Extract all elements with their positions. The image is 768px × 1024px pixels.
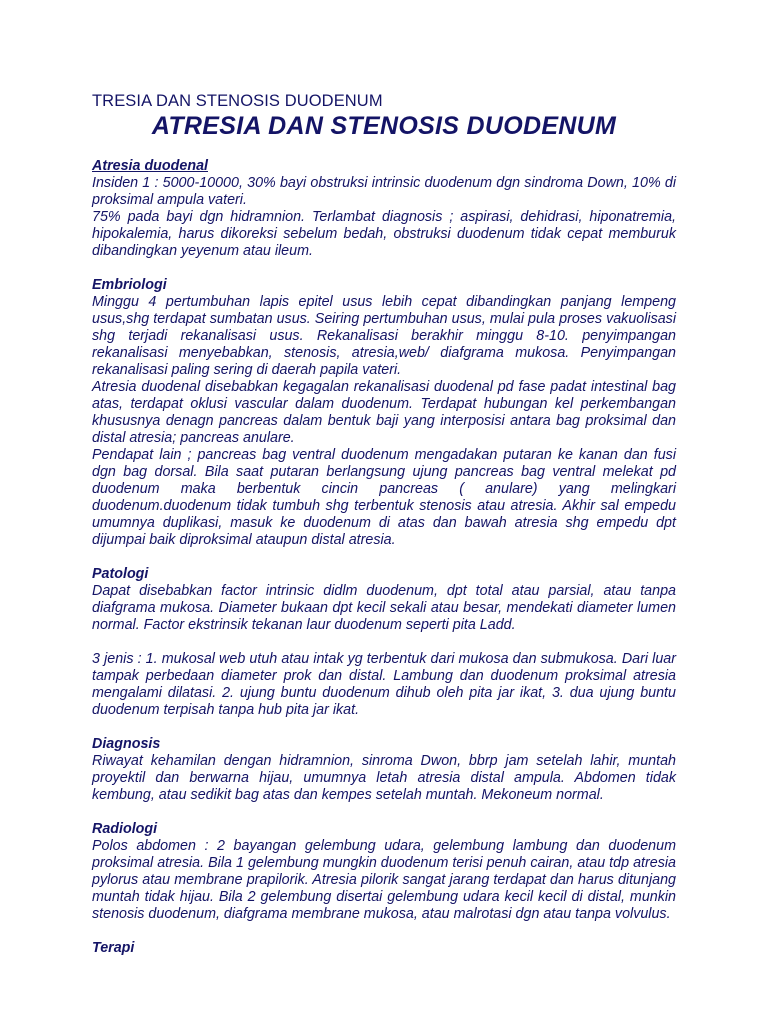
section-heading: Atresia duodenal [92,158,208,174]
section-heading: Embriologi [92,277,167,293]
paragraph: Dapat disebabkan factor intrinsic didlm duodenum, dpt total atau parsial, atau tanpa diafgrama mukosa. Diameter bukaan dpt kecil sekali atau besar, mendekati diameter lumen normal. Factor ekstrinsik tekanan laur duodenum seperti pita Ladd. [92,583,676,633]
section-diagnosis [92,736,676,804]
section-heading: Radiologi [92,821,158,837]
paragraph: Insiden 1 : 5000-10000, 30% bayi obstruksi intrinsic duodenum dgn sindroma Down, 10% di proksimal ampula vateri. [92,175,676,208]
section-atresia-duodenal [92,158,676,260]
document-body [92,158,676,974]
section-heading: Terapi [92,940,135,956]
section-radiologi [92,821,676,923]
section-embriologi [92,277,676,549]
paragraph: Riwayat kehamilan dengan hidramnion, sinroma Dwon, bbrp jam setelah lahir, muntah proyektil dan berwarna hijau, umumnya letah atresia distal ampula. Abdomen tidak kembung, atau sedikit bag atas dan kempes setelah muntah. Mekoneum normal. [92,753,676,803]
section-terapi [92,940,676,957]
page-title: ATRESIA DAN STENOSIS DUODENUM [151,112,617,140]
paragraph: Atresia duodenal disebabkan kegagalan rekanalisasi duodenal pd fase padat intestinal bag atas, terdapat oklusi vascular dalam duodenum. Terdapat hubungan kel perkembangan khususnya denagn pancreas dalam bentuk baji yang interposisi antara bag proksimal dan distal atresia; pancreas anulare. [92,379,676,446]
section-heading: Patologi [92,566,149,582]
paragraph: Polos abdomen : 2 bayangan gelembung udara, gelembung lambung dan duodenum proksimal atresia. Bila 1 gelembung mungkin duodenum terisi penuh cairan, atau tdp atresia pylorus atau membrane prapilorik. Atresia pilorik sangat jarang terdapat dan harus ditunjang muntah tidak hijau. Bila 2 gelembung disertai gelembung udara kecil kecil di distal, munkin stenosis duodenum, diafgrama membrane mukosa, atau malrotasi dgn atau tanpa volvulus. [92,838,676,922]
section-patologi [92,566,676,719]
paragraph: Pendapat lain ; pancreas bag ventral duodenum mengadakan putaran ke kanan dan fusi dgn bag dorsal. Bila saat putaran berlangsung ujung pancreas bag ventral melekat pd duodenum maka berbentuk cincin pancreas ( anulare) yang melingkari duodenum.duodenum tidak tumbuh shg terbentuk stenosis atau atresia. Akhir sal empedu umumnya duplikasi, masuk ke duodenum di atas dan bawah atresia shg empedu dpt dijumpai baik diproksimal ataupun distal atresia. [92,447,676,548]
running-header: TRESIA DAN STENOSIS DUODENUM [92,92,383,110]
section-heading: Diagnosis [92,736,161,752]
paragraph: 3 jenis : 1. mukosal web utuh atau intak yg terbentuk dari mukosa dan submukosa. Dari luar tampak perbedaan diameter prok dan distal. Lambung dan duodenum proksimal atresia mengalami dilatasi. 2. ujung buntu duodenum dihub oleh pita jar ikat, 3. dua ujung buntu duodenum terpisah tanpa hub pita jar ikat. [92,651,676,718]
paragraph: 75% pada bayi dgn hidramnion. Terlambat diagnosis ; aspirasi, dehidrasi, hiponatremia, hipokalemia, harus dikoreksi sebelum bedah, obstruksi duodenum tidak cepat memburuk dibandingkan yeyenum atau ileum. [92,209,676,259]
paragraph: Minggu 4 pertumbuhan lapis epitel usus lebih cepat dibandingkan panjang lempeng usus,shg terdapat sumbatan usus. Seiring pertumbuhan usus, mulai pula proses vakuolisasi shg terjadi rekanalisasi usus. Rekanalisasi berakhir minggu 8-10. penyimpangan rekanalisasi menyebabkan, stenosis, atresia,web/ diafgrama mukosa. Penyimpangan rekanalisasi paling sering di daerah papila vateri. [92,294,676,378]
